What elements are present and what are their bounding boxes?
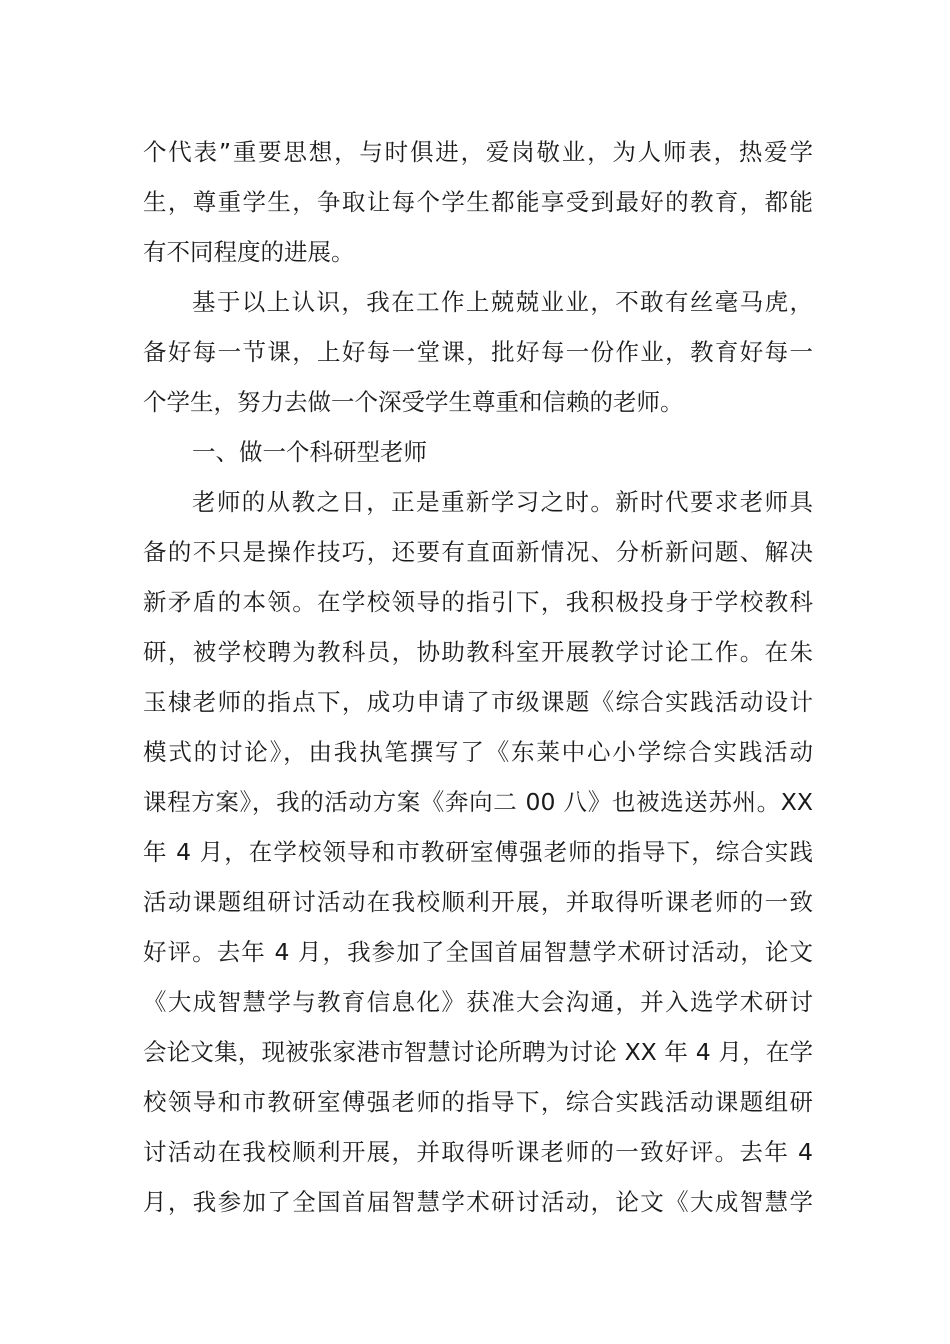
text-line: 老师的从教之日，正是重新学习之时。新时代要求老师具: [192, 488, 813, 516]
text-line: 生，尊重学生，争取让每个学生都能享受到最好的教育，都能: [143, 188, 813, 216]
text-line: 个学生，努力去做一个深受学生尊重和信赖的老师。: [143, 388, 684, 416]
text-line: 备的不只是操作技巧，还要有直面新情况、分析新问题、解决: [143, 538, 813, 566]
text-line: 年 4 月，在学校领导和市教研室傅强老师的指导下，综合实践: [143, 838, 813, 866]
text-line: 研，被学校聘为教科员，协助教科室开展教学讨论工作。在朱: [143, 638, 813, 666]
text-line: 模式的讨论》，由我执笔撰写了《东莱中心小学综合实践活动: [143, 738, 813, 766]
text-line: 月，我参加了全国首届智慧学术研讨活动，论文《大成智慧学: [143, 1188, 813, 1216]
text-line: 备好每一节课，上好每一堂课，批好每一份作业，教育好每一: [143, 338, 813, 366]
text-line: 会论文集，现被张家港市智慧讨论所聘为讨论 XX 年 4 月，在学: [143, 1038, 813, 1066]
text-line: 活动课题组研讨活动在我校顺利开展，并取得听课老师的一致: [143, 888, 813, 916]
text-line: 校领导和市教研室傅强老师的指导下，综合实践活动课题组研: [143, 1088, 813, 1116]
text-line: 《大成智慧学与教育信息化》获准大会沟通，并入选学术研讨: [143, 988, 813, 1016]
section-heading: 一、做一个科研型老师: [192, 438, 427, 466]
text-line: 玉棣老师的指点下，成功申请了市级课题《综合实践活动设计: [143, 688, 813, 716]
text-line: 新矛盾的本领。在学校领导的指引下，我积极投身于学校教科: [143, 588, 813, 616]
text-line: 好评。去年 4 月，我参加了全国首届智慧学术研讨活动，论文: [143, 938, 813, 966]
text-line: 个代表”重要思想，与时俱进，爱岗敬业，为人师表，热爱学: [143, 138, 813, 166]
text-line: 基于以上认识，我在工作上兢兢业业，不敢有丝毫马虎，: [192, 288, 813, 316]
text-line: 有不同程度的进展。: [143, 238, 355, 266]
text-line: 讨活动在我校顺利开展，并取得听课老师的一致好评。去年 4: [143, 1138, 813, 1166]
text-line: 课程方案》，我的活动方案《奔向二 00 八》也被选送苏州。XX: [143, 788, 813, 816]
